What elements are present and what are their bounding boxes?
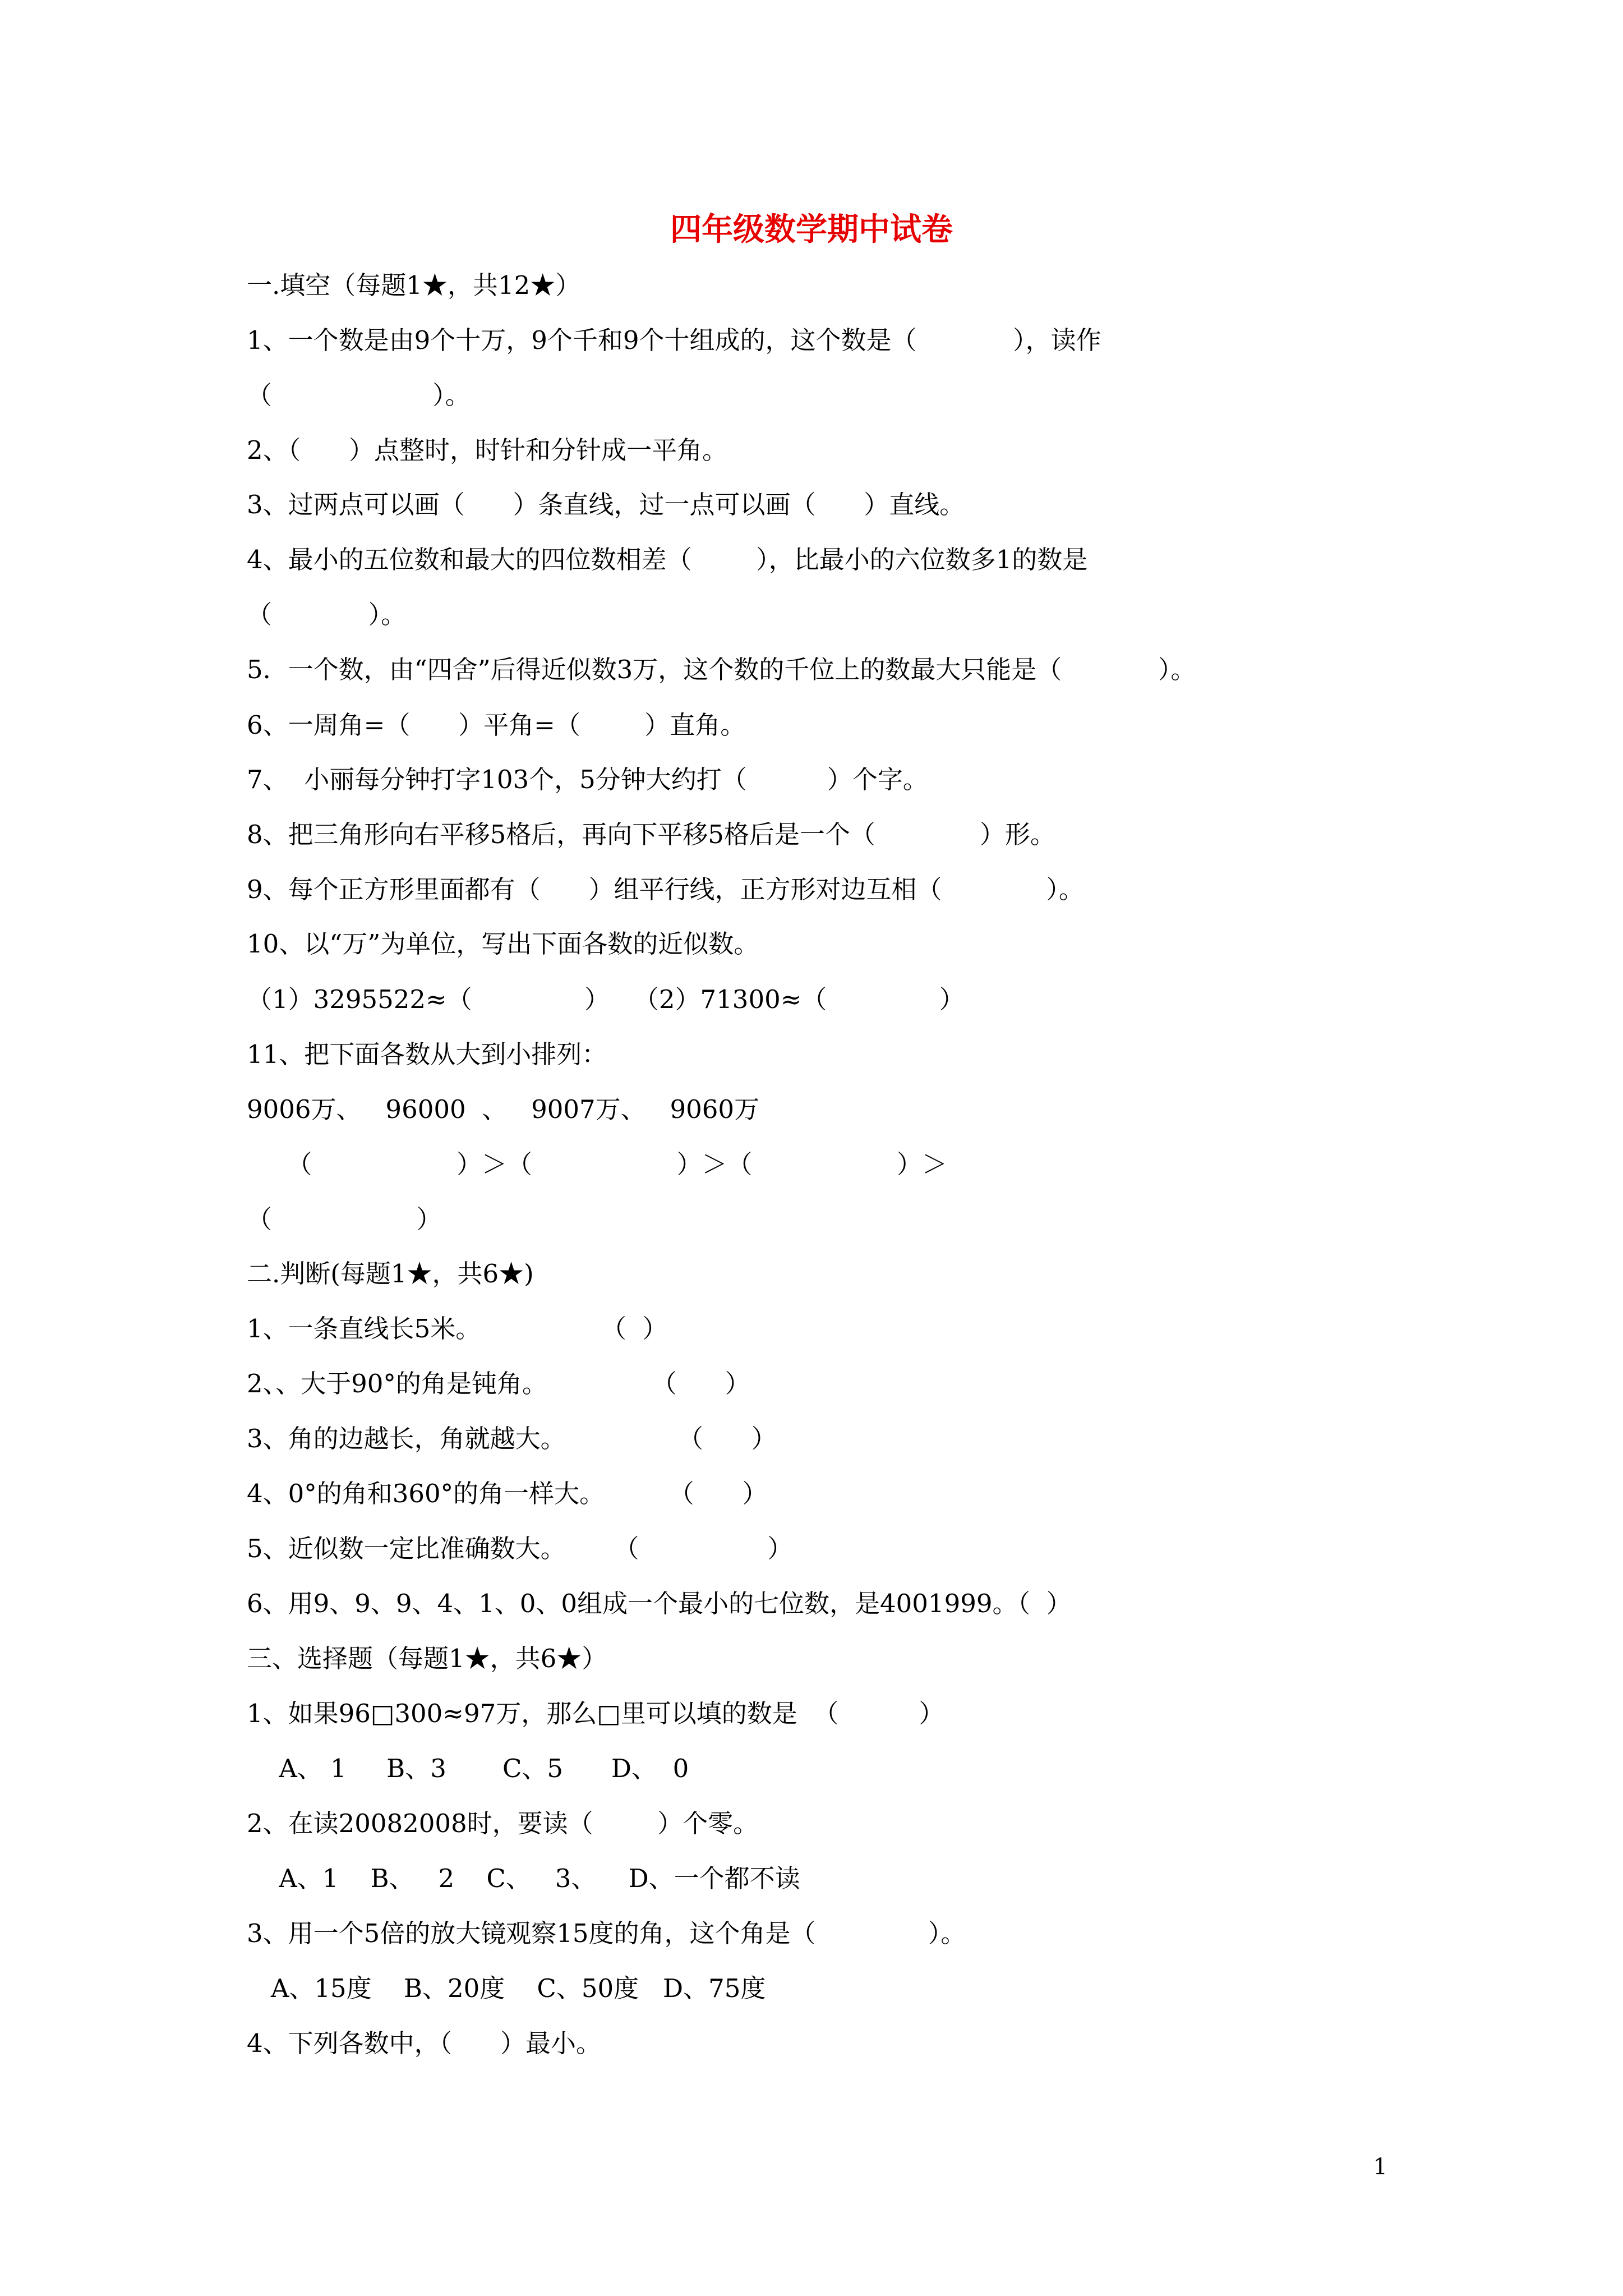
- question-line: 9006万、 96000 、 9007万、 9060万: [247, 1094, 760, 1124]
- question-line: 2、、大于90°的角是钝角。 （ ）: [247, 1369, 750, 1398]
- question-line: 10、以“万”为单位，写出下面各数的近似数。: [247, 929, 759, 959]
- question-line: 2、（ ）点整时，时针和分针成一平角。: [247, 435, 727, 465]
- question-line: 6、一周角=（ ）平角=（ ）直角。: [247, 710, 746, 740]
- question-line: 11、把下面各数从大到小排列：: [247, 1039, 607, 1069]
- question-line: 7、 小丽每分钟打字103个，5分钟大约打（ ）个字。: [247, 765, 928, 794]
- section-heading: 三、选择题（每题1★，共6★）: [247, 1644, 607, 1673]
- page-title: 四年级数学期中试卷: [670, 211, 953, 248]
- question-line: A、 1 B、3 C、5 D、 0: [247, 1754, 689, 1783]
- question-line: （ ）。: [247, 600, 407, 629]
- question-line: （1）3295522≈（ ） （2）71300≈（ ）: [247, 984, 965, 1014]
- question-line: （ ）＞（ ）＞（ ）＞: [247, 1149, 947, 1179]
- question-line: 5、近似数一定比准确数大。 （ ）: [247, 1534, 793, 1563]
- question-line: 6、用9、9、9、4、1、0、0组成一个最小的七位数，是4001999。（ ）: [247, 1589, 1072, 1618]
- question-line: 3、过两点可以画（ ）条直线，过一点可以画（ ）直线。: [247, 490, 965, 519]
- page-number: 1: [1373, 2154, 1387, 2180]
- question-line: （ ）: [247, 1204, 442, 1234]
- question-line: 1、一条直线长5米。 （ ）: [247, 1314, 668, 1343]
- question-line: 8、把三角形向右平移5格后，再向下平移5格后是一个（ ）形。: [247, 820, 1055, 849]
- question-line: 9、每个正方形里面都有（ ）组平行线，正方形对边互相（ ）。: [247, 875, 1084, 904]
- section-heading: 一.填空（每题1★，共12★）: [247, 270, 581, 300]
- question-line: 5．一个数，由“四舍”后得近似数3万，这个数的千位上的数最大只能是（ ）。: [247, 655, 1196, 684]
- question-line: 1、一个数是由9个十万，9个千和9个十组成的，这个数是（ ），读作: [247, 325, 1101, 355]
- question-line: 4、最小的五位数和最大的四位数相差（ ），比最小的六位数多1的数是: [247, 545, 1088, 574]
- question-line: 3、用一个5倍的放大镜观察15度的角，这个角是（ ）。: [247, 1918, 966, 1948]
- section-heading: 二.判断(每题1★，共6★): [247, 1259, 534, 1289]
- question-line: 4、0°的角和360°的角一样大。 （ ）: [247, 1479, 768, 1508]
- question-line: A、15度 B、20度 C、50度 D、75度: [247, 1973, 766, 2003]
- question-line: 4、下列各数中，（ ）最小。: [247, 2028, 601, 2058]
- question-line: A、1 B、 2 C、 3、 D、一个都不读: [247, 1864, 800, 1893]
- question-line: 3、角的边越长，角就越大。 （ ）: [247, 1424, 777, 1453]
- question-line: 2、在读20082008时，要读（ ）个零。: [247, 1809, 759, 1838]
- question-line: （ ）。: [247, 380, 471, 410]
- question-line: 1、如果96□300≈97万，那么□里可以填的数是 （ ）: [247, 1699, 944, 1728]
